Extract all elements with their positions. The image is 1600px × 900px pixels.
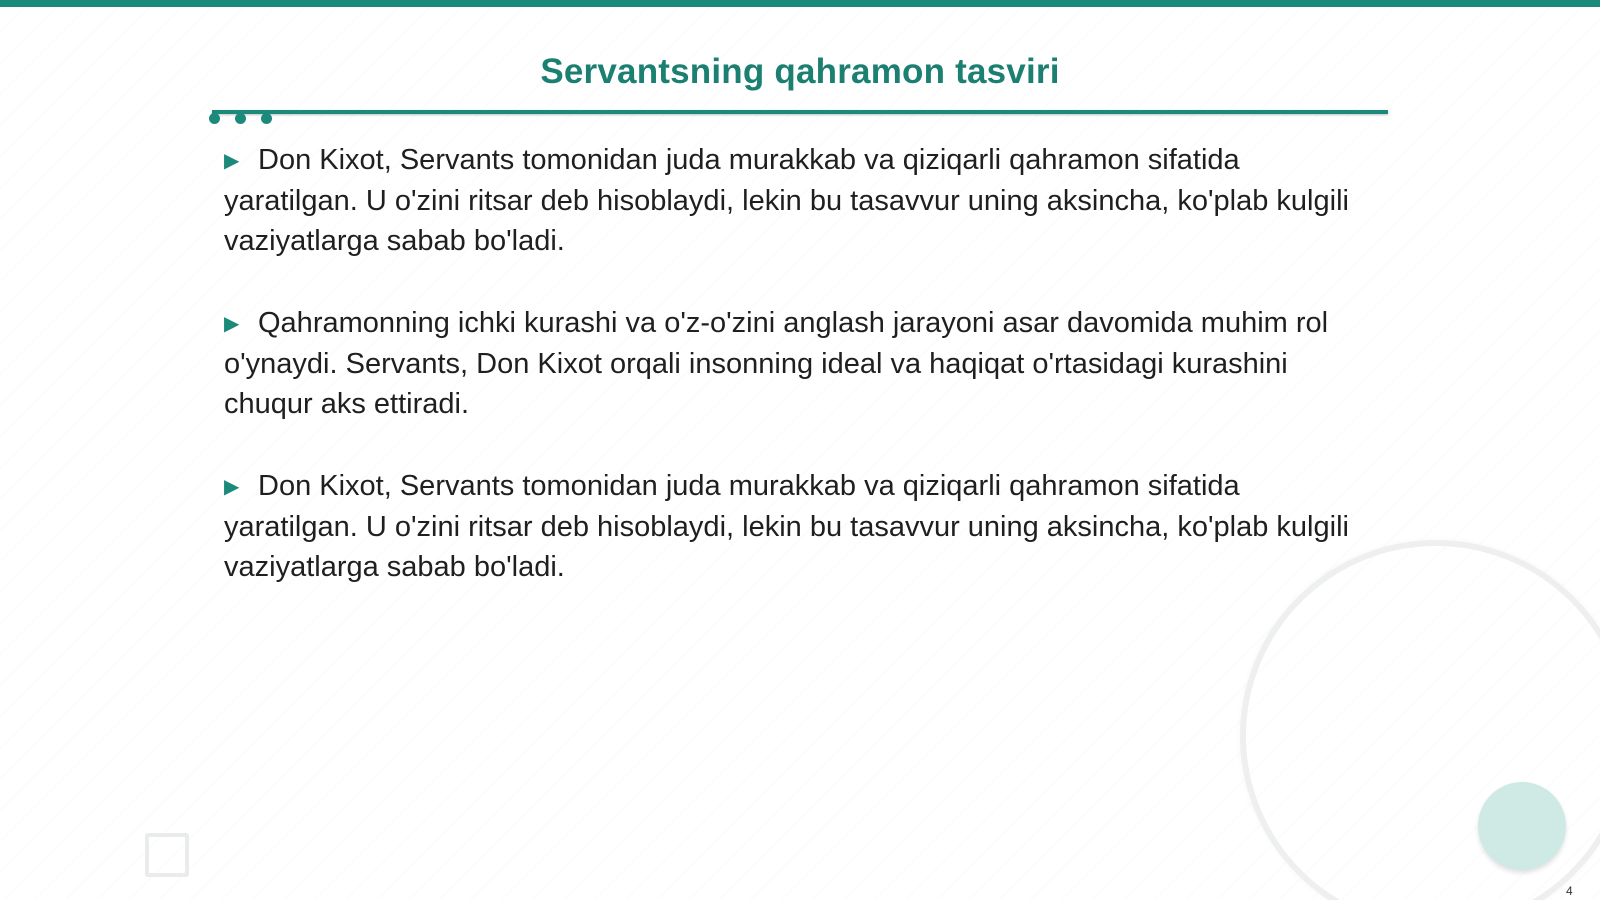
bullet-text: Don Kixot, Servants tomonidan juda murakkab va qiziqarli qahramon sifatida yaratilgan. U o'zini ritsar deb hisoblaydi, lekin bu tasavvur uning aksincha, ko'plab kulgili vaziyatlarga sabab bo'ladi. — [224, 144, 1349, 257]
bullet-list — [224, 140, 1350, 629]
triangle-bullet-icon: ▶ — [224, 476, 240, 498]
slide-title: Servantsning qahramon tasviri — [540, 52, 1060, 91]
bullet-text: Don Kixot, Servants tomonidan juda murakkab va qiziqarli qahramon sifatida yaratilgan. U o'zini ritsar deb hisoblaydi, lekin bu tasavvur uning aksincha, ko'plab kulgili vaziyatlarga sabab bo'ladi. — [224, 470, 1349, 583]
page-number: 4 — [1566, 884, 1573, 898]
triangle-bullet-icon: ▶ — [224, 313, 240, 335]
decorative-dot — [261, 113, 272, 124]
triangle-bullet-icon: ▶ — [224, 150, 240, 172]
bullet-item — [224, 303, 1350, 424]
title-underline — [212, 110, 1388, 114]
top-accent-bar — [0, 0, 1600, 7]
bullet-item — [224, 466, 1350, 587]
bullet-item — [224, 140, 1350, 261]
bullet-text: Qahramonning ichki kurashi va o'z-o'zini anglash jarayoni asar davomida muhim rol o'ynaydi. Servants, Don Kixot orqali insonning ideal va haqiqat o'rtasidagi kurashini chuqur aks ettiradi. — [224, 307, 1329, 420]
decorative-circle — [1478, 782, 1566, 870]
decorative-dot — [235, 113, 246, 124]
decorative-square — [145, 833, 189, 877]
decorative-dot — [209, 113, 220, 124]
